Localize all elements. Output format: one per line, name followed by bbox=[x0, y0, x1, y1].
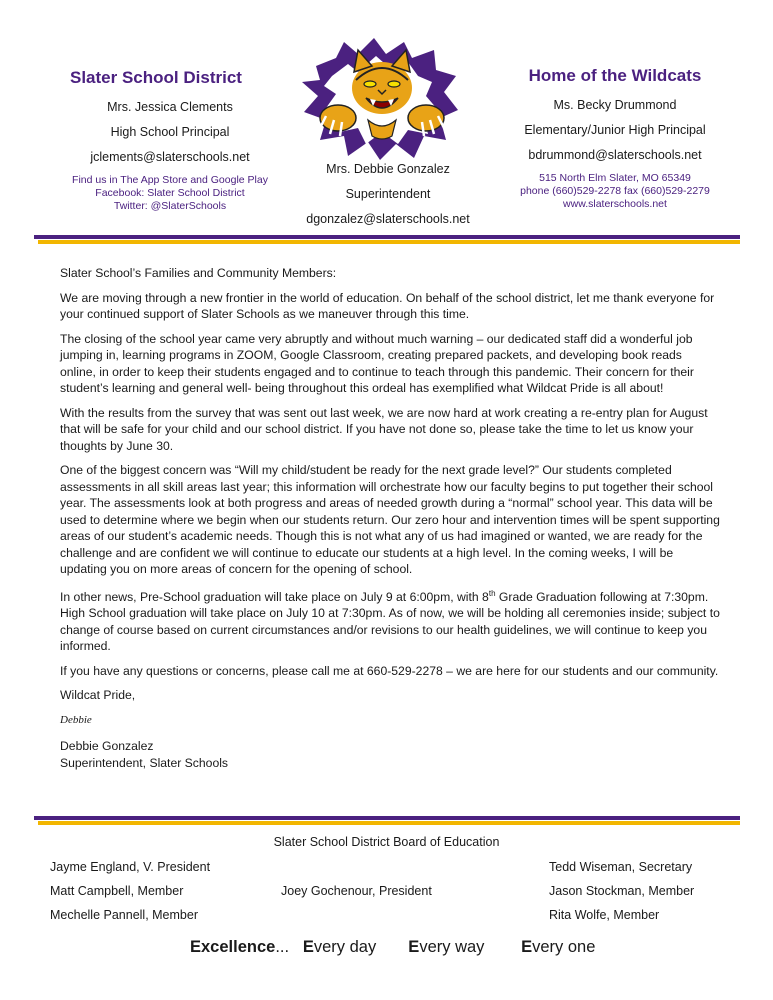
app-store-link[interactable]: Find us in The App Store and Google Play bbox=[72, 174, 268, 186]
letter-paragraph: We are moving through a new frontier in the world of education. On behalf of the school district, let me thank everyone for your continued support of Slater Schools as we maneuver through this time. bbox=[60, 290, 715, 321]
board-member: Rita Wolfe, Member bbox=[549, 908, 660, 922]
board-title: Slater School District Board of Education bbox=[273, 835, 500, 849]
superintendent-name: Mrs. Debbie Gonzalez bbox=[326, 162, 450, 176]
signer-name: Debbie Gonzalez bbox=[60, 739, 154, 754]
district-address: 515 North Elm Slater, MO 65349 bbox=[539, 172, 691, 184]
elem-principal-role: Elementary/Junior High Principal bbox=[524, 123, 706, 137]
facebook-link[interactable]: Facebook: Slater School District bbox=[95, 187, 245, 199]
social-links bbox=[40, 174, 300, 213]
header-divider bbox=[34, 235, 740, 245]
wildcats-title: Home of the Wildcats bbox=[528, 66, 702, 85]
letter-greeting: Slater School’s Families and Community Members: bbox=[60, 266, 337, 280]
hs-principal-role: High School Principal bbox=[110, 125, 230, 139]
district-website[interactable]: www.slaterschools.net bbox=[563, 198, 667, 210]
district-motto: Excellence... Every day Every way Every one bbox=[190, 938, 596, 956]
graduation-paragraph: In other news, Pre-School graduation will take place on July 9 at 6:00pm, with 8th Grade Graduation following at 7:30pm. High School graduation will take place on July 10 at 7:30pm. As of now, we will be holding all ceremonies inside; subject to change of course based on current circumstances and/or revisions to our health guidelines, we will continue to keep you informed. bbox=[60, 588, 720, 654]
letter-paragraph: With the results from the survey that was sent out last week, we are now hard at work creating a re-entry plan for August that will be safe for your child and our school district. If you have not done so, please take the time to let us know your thoughts by June 30. bbox=[60, 405, 708, 453]
letter-body bbox=[60, 265, 720, 771]
twitter-link[interactable]: Twitter: @SlaterSchools bbox=[113, 200, 227, 212]
board-member: Mechelle Pannell, Member bbox=[50, 908, 198, 922]
wildcat-logo-icon bbox=[296, 36, 466, 162]
board-member: Jason Stockman, Member bbox=[549, 884, 695, 898]
signer-title: Superintendent, Slater Schools bbox=[60, 755, 229, 770]
hs-principal-name: Mrs. Jessica Clements bbox=[107, 100, 233, 114]
letter-paragraph: One of the biggest concern was “Will my child/student be ready for the next grade level?” Our students completed assessments in all skill areas last year; this information will orchestrate how our faculty begins to put together their school year. The assessments look at both progress and areas of needed growth during a “normal” school year. This data will be used to determine where we begin when our students return. Our zero hour and intervention times will be spent supporting areas of our student’s academic needs. Though this is not what any of us had imagined or wanted, we are ready for the challenge and are confident we will continue to educate our students at a high level. In the coming weeks, I will be updating you on more areas of concern for the opening of school. bbox=[60, 463, 720, 576]
board-member: Tedd Wiseman, Secretary bbox=[549, 860, 693, 874]
superintendent-role: Superintendent bbox=[345, 187, 431, 201]
board-member: Joey Gochenour, President bbox=[281, 884, 432, 898]
district-phone-fax: phone (660)529-2278 fax (660)529-2279 bbox=[520, 185, 710, 197]
handwritten-signature: Debbie bbox=[60, 713, 92, 726]
elem-principal-name: Ms. Becky Drummond bbox=[553, 98, 677, 112]
board-member: Matt Campbell, Member bbox=[50, 884, 184, 898]
district-title: Slater School District bbox=[70, 68, 242, 87]
footer-divider bbox=[34, 816, 740, 826]
elem-principal-email[interactable]: bdrummond@slaterschools.net bbox=[528, 148, 702, 162]
superintendent-email[interactable]: dgonzalez@slaterschools.net bbox=[306, 212, 470, 226]
letter-closing: Wildcat Pride, bbox=[60, 688, 136, 703]
district-contact bbox=[487, 172, 743, 211]
letter-paragraph: The closing of the school year came very abruptly and without much warning – our dedicated staff did a wonderful job jumping in, learning programs in ZOOM, Google Classroom, creating prepared packets, and developing book reads online, in order to keep their students engaged and to continue to teach through this pandemic. Their concern for their student’s learning and general well- being throughout this ordeal has exemplified what Wildcat Pride is all about! bbox=[60, 331, 694, 395]
questions-paragraph: If you have any questions or concerns, please call me at 660-529-2278 – we are here for our students and our community. bbox=[60, 663, 719, 678]
hs-principal-email[interactable]: jclements@slaterschools.net bbox=[90, 150, 250, 164]
board-member: Jayme England, V. President bbox=[50, 860, 211, 874]
